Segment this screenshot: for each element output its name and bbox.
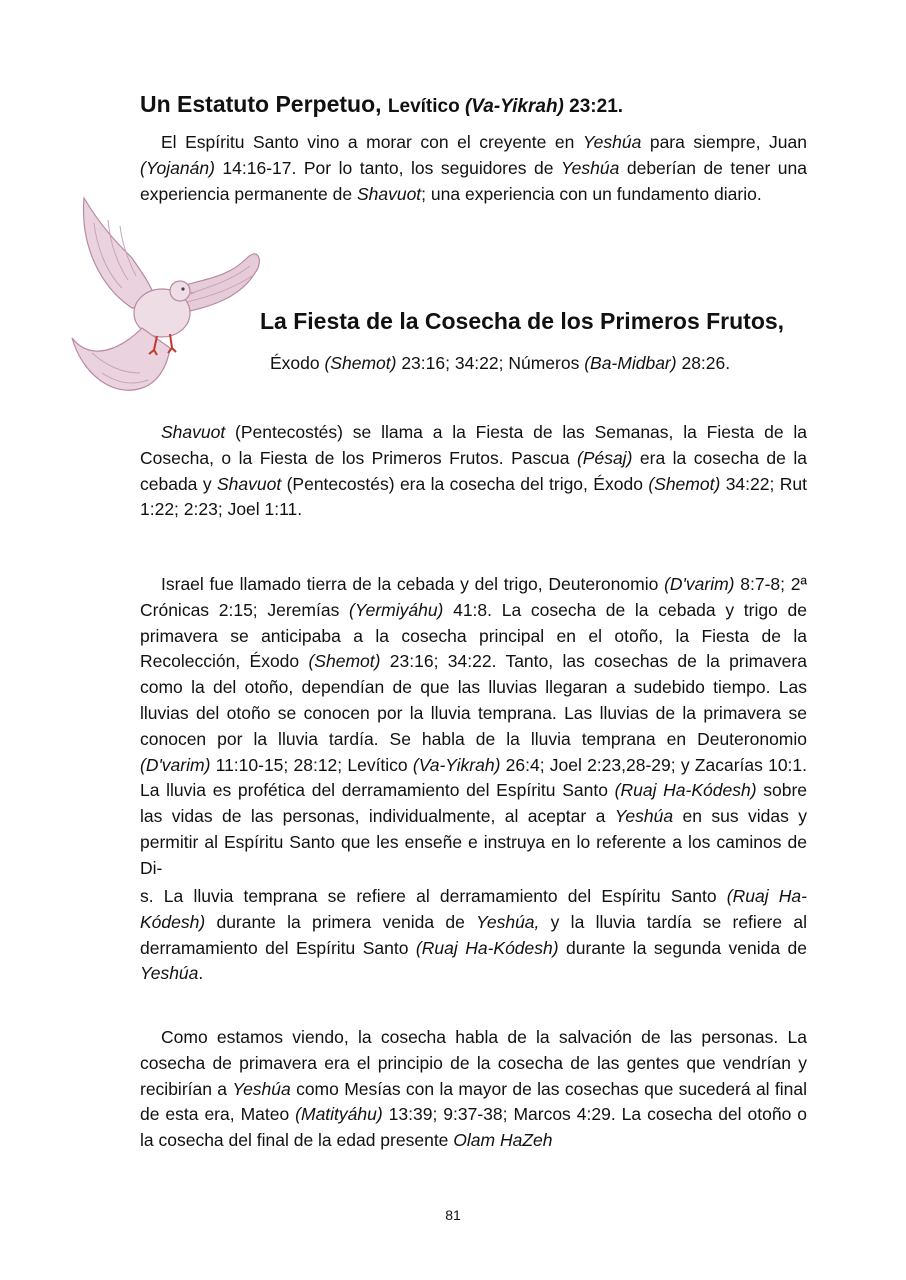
italic-text-run: Yeshúa — [614, 806, 674, 827]
text-run: Israel fue llamado tierra de la cebada y del trigo, Deuteronomio — [161, 574, 665, 594]
text-run: y la lluvia tardía se refiere al derramamiento del Espíritu Santo — [140, 911, 807, 958]
italic-text-run: Yeshúa — [140, 963, 199, 984]
heading-ref-pre: Levítico — [387, 96, 465, 117]
paragraph-israel — [140, 572, 807, 882]
text-run: 28:26. — [676, 353, 731, 373]
italic-text-run: Shavuot — [161, 422, 226, 442]
italic-text-run: (Shemot) — [308, 651, 381, 672]
text-run: Éxodo — [270, 353, 325, 373]
text-run: 23:16; 34:22. Tanto, las cosechas de la primavera como la del otoño, dependían de que las lluvias llegaran a sudebido tiempo. Las lluvias del otoño se conocen por la lluvia temprana. Las lluvias de la primavera se conocen por la lluvia tardía. Se habla de la lluvia temprana en Deuteronomio — [140, 651, 807, 749]
text-run: 14:16-17. Por lo tanto, los seguidores de — [214, 157, 561, 178]
text-run: Como estamos viendo, la cosecha habla de la salvación de las personas. La cosecha de primavera era el principio de la cosecha de las gentes que vendrían y recibirían a — [140, 1027, 807, 1099]
italic-text-run: (Matityáhu) — [295, 1104, 383, 1125]
italic-text-run: Olam HaZeh — [453, 1130, 553, 1151]
italic-text-run: (Ba-Midbar) — [584, 353, 677, 373]
heading-ref-post: 23:21. — [563, 96, 624, 117]
text-run: en sus vidas y permitir al Espíritu Santo que les enseñe e instruya en lo referente a los caminos de Di- — [140, 806, 807, 878]
italic-text-run: Yeshúa — [560, 157, 620, 178]
paragraph-cosecha-salvacion — [140, 1025, 807, 1154]
text-run: como Mesías con la mayor de las cosechas que sucederá al final de esta era, Mateo — [140, 1078, 807, 1125]
text-run: era la cosecha de la cebada y — [140, 447, 807, 494]
text-run: 13:39; 9:37-38; Marcos 4:29. La cosecha del otoño o la cosecha del final de la edad presente — [140, 1104, 807, 1151]
text-run: deberían de tener una experiencia permanente de — [140, 157, 807, 204]
italic-text-run: Yeshúa — [232, 1078, 291, 1099]
italic-text-run: (Shemot) — [324, 353, 397, 373]
text-run: El Espíritu Santo vino a morar con el creyente en — [161, 132, 583, 152]
dove-icon — [62, 188, 272, 408]
heading-scripture-reference — [270, 350, 730, 376]
paragraph-lluvia-temprana — [140, 884, 807, 987]
italic-text-run: (Ruaj Ha-Kódesh) — [614, 780, 757, 801]
italic-text-run: (D'varim) — [140, 754, 211, 775]
italic-text-run: (Shemot) — [648, 473, 721, 494]
text-run: 26:4; Joel 2:23,28-29; y Zacarías 10:1. La lluvia es profética del derramamiento del Espíritu Santo — [140, 754, 808, 801]
italic-text-run: (Yojanán) — [140, 157, 215, 178]
italic-text-run: (D'varim) — [664, 574, 735, 594]
italic-text-run: (Yermiyáhu) — [349, 599, 444, 620]
section-heading-fiesta-cosecha: La Fiesta de la Cosecha de los Primeros Frutos, — [260, 308, 785, 334]
text-run: 8:7-8; 2ª Crónicas 2:15; Jeremías — [140, 574, 807, 620]
section-heading-estatuto — [140, 88, 820, 123]
page-number: 81 — [445, 1207, 461, 1223]
text-run: . — [198, 963, 204, 984]
italic-text-run: Shavuot — [356, 183, 422, 204]
heading-ref-italic: (Va-Yikrah) — [464, 96, 564, 117]
italic-text-run: Yeshúa — [582, 132, 642, 152]
text-run: 34:22; Rut 1:22; 2:23; Joel 1:11. — [140, 473, 807, 520]
italic-text-run: (Va-Yikrah) — [412, 754, 501, 775]
text-run: durante la primera venida de — [205, 911, 477, 932]
text-run: 23:16; 34:22; Números — [396, 353, 585, 373]
italic-text-run: (Ruaj Ha-Kódesh) — [415, 937, 559, 958]
text-run: 41:8. La cosecha de la cebada y trigo de primavera se anticipaba a la cosecha principal en el otoño, la Fiesta de la Recolección, Éxodo — [140, 599, 807, 672]
italic-text-run: (Ruaj Ha-Kódesh) — [140, 886, 807, 932]
italic-text-run: Yeshúa, — [476, 911, 540, 932]
text-run: para siempre, Juan — [641, 132, 807, 152]
paragraph-shavuot — [140, 420, 807, 523]
text-run: s. La lluvia temprana se refiere al derramamiento del Espíritu Santo — [140, 886, 727, 906]
text-run: (Pentecostés) era la cosecha del trigo, Éxodo — [281, 473, 649, 494]
text-run: (Pentecostés) se llama a la Fiesta de las Semanas, la Fiesta de la Cosecha, o la Fiesta de los Primeros Frutos. Pascua — [140, 422, 807, 468]
text-run: 11:10-15; 28:12; Levítico — [210, 754, 413, 775]
text-run: sobre las vidas de las personas, individualmente, al aceptar a — [140, 780, 807, 827]
text-run: durante la segunda venida de — [558, 937, 807, 958]
italic-text-run: (Pésaj) — [576, 447, 633, 468]
italic-text-run: Shavuot — [216, 473, 282, 494]
heading-title: Un Estatuto Perpetuo, — [140, 91, 388, 117]
text-run: ; una experiencia con un fundamento diario. — [421, 183, 762, 204]
